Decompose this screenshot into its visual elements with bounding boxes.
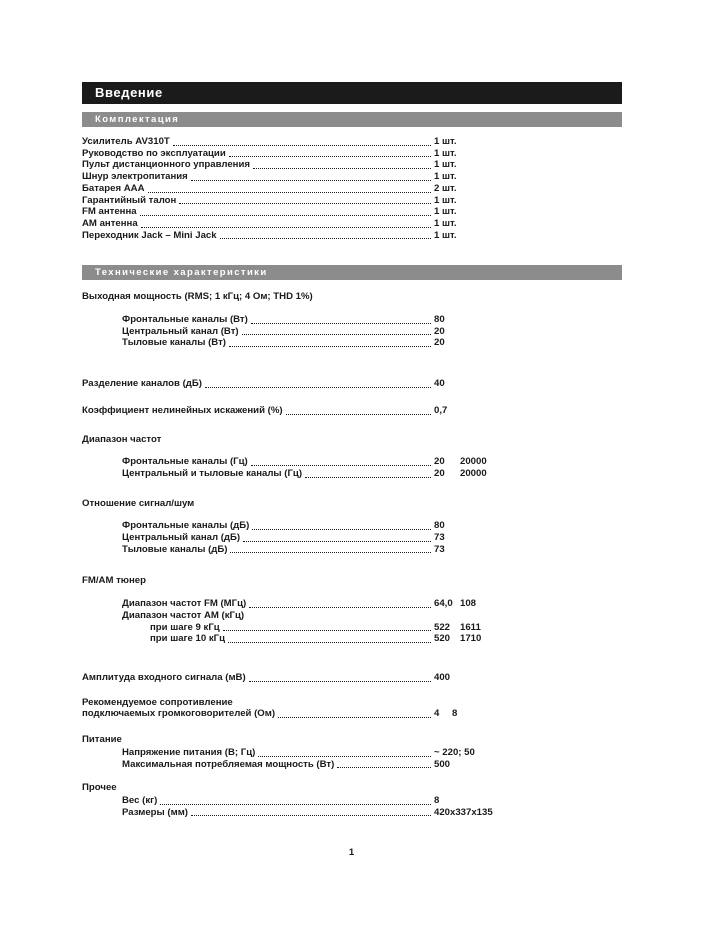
spec-value: 400: [434, 671, 451, 683]
dotted-leader: [140, 215, 431, 216]
spec-value-min: 20: [434, 456, 445, 468]
dotted-leader: [205, 387, 431, 388]
misc-rows: [82, 795, 622, 818]
spec-label: Разделение каналов (дБ): [82, 378, 202, 390]
spec-label: Напряжение питания (В; Гц): [122, 746, 256, 758]
spec-label: Фронтальные каналы (Вт): [122, 314, 248, 326]
dotted-leader: [251, 465, 431, 466]
spec-value-pair: [434, 468, 622, 480]
spec-value: 73: [434, 543, 445, 555]
dotted-leader: [251, 323, 431, 324]
power-supply-heading: Питание: [82, 734, 122, 746]
channel-separation-row: [82, 378, 622, 390]
tuner-rows: [82, 598, 622, 645]
am-step-row: [82, 633, 622, 645]
kit-item-row: [82, 195, 622, 207]
spec-row: [82, 326, 622, 338]
spec-label: Максимальная потребляемая мощность (Вт): [122, 758, 335, 770]
dotted-leader: [223, 630, 431, 631]
dotted-leader: [253, 168, 431, 169]
spec-label: Размеры (мм): [122, 806, 188, 818]
spec-value-pair: [434, 708, 622, 720]
spec-value-pair: [434, 598, 622, 610]
spec-value-max: 108: [460, 598, 477, 610]
spec-row: [82, 532, 622, 544]
spec-value-min: 520: [434, 633, 451, 645]
dotted-leader: [337, 767, 431, 768]
dotted-leader: [220, 238, 431, 239]
spec-row: [82, 456, 622, 468]
dotted-leader: [249, 607, 431, 608]
kit-list: [82, 136, 622, 241]
dotted-leader: [160, 804, 431, 805]
spec-label: Диапазон частот FM (МГц): [122, 598, 247, 610]
kit-item-row: [82, 136, 622, 148]
spec-row: [82, 337, 622, 349]
spec-value-min: 4: [434, 708, 440, 720]
page-content: [82, 82, 622, 818]
kit-item-row: [82, 230, 622, 242]
kit-item-label: FM антенна: [82, 206, 137, 218]
spec-row: [82, 807, 622, 819]
dotted-leader: [173, 145, 431, 146]
kit-item-qty: 1 шт.: [434, 206, 457, 218]
spec-value: 420x337x135: [434, 806, 493, 818]
specs-section-title: Технические характеристики: [95, 267, 268, 279]
chapter-header-bar: [82, 82, 622, 104]
kit-item-qty: 1 шт.: [434, 194, 457, 206]
spec-label: Фронтальные каналы (Гц): [122, 456, 248, 468]
spec-value: 80: [434, 520, 445, 532]
output-power-rows: [82, 314, 622, 349]
spec-value-max: 8: [452, 708, 458, 720]
kit-item-qty: 1 шт.: [434, 171, 457, 183]
spec-value: 80: [434, 314, 445, 326]
kit-item-label: Усилитель AV310T: [82, 136, 170, 147]
kit-section-bar: [82, 112, 622, 127]
dotted-leader: [191, 180, 431, 181]
spec-label: Вес (кг): [122, 794, 158, 806]
spec-value-pair: [434, 456, 622, 468]
spec-label: Тыловые каналы (дБ): [122, 543, 228, 555]
snr-rows: [82, 520, 622, 555]
dotted-leader: [258, 756, 431, 757]
kit-item-label: АМ антенна: [82, 217, 138, 229]
spec-value-pair: [434, 633, 622, 645]
spec-value: 40: [434, 378, 445, 390]
specs-section-bar: [82, 265, 622, 280]
spec-value: 8: [434, 794, 440, 806]
kit-item-qty: 2 шт.: [434, 182, 457, 194]
dotted-leader: [141, 227, 431, 228]
dotted-leader: [305, 477, 431, 478]
dotted-leader: [243, 541, 431, 542]
spec-value-min: 20: [434, 467, 445, 479]
tuner-heading: FM/АМ тюнер: [82, 575, 146, 587]
dotted-leader: [230, 552, 431, 553]
impedance-row: [82, 708, 622, 720]
spec-row: [82, 759, 622, 771]
kit-item-label: Руководство по эксплуатации: [82, 147, 226, 159]
spec-value: 500: [434, 758, 451, 770]
kit-item-row: [82, 148, 622, 160]
spec-value: 73: [434, 532, 445, 544]
dotted-leader: [148, 192, 431, 193]
kit-item-qty: 1 шт.: [434, 229, 457, 241]
spec-label: Фронтальные каналы (дБ): [122, 520, 250, 532]
freq-range-rows: [82, 456, 622, 479]
spec-label: при шаге 10 кГц: [150, 633, 226, 645]
spec-value-max: 1611: [460, 621, 481, 633]
spec-label: Коэффициент нелинейных искажений (%): [82, 404, 283, 416]
dotted-leader: [179, 203, 431, 204]
am-range-label: Диапазон частот АМ (кГц): [122, 609, 245, 621]
spec-row: [82, 795, 622, 807]
dotted-leader: [242, 334, 431, 335]
kit-item-row: [82, 159, 622, 171]
kit-item-row: [82, 206, 622, 218]
spec-row: [82, 520, 622, 532]
spec-value: ~ 220; 50: [434, 746, 475, 758]
spec-value: 0,7: [434, 404, 448, 416]
dotted-leader: [191, 815, 431, 816]
spec-label: Центральный канал (Вт): [122, 325, 239, 337]
dotted-leader: [249, 681, 431, 682]
snr-heading: Отношение сигнал/шум: [82, 497, 195, 509]
kit-item-qty: 1 шт.: [434, 147, 457, 159]
kit-item-label: Шнур электропитания: [82, 171, 188, 183]
kit-item-qty: 1 шт.: [434, 159, 457, 171]
spec-value: 20: [434, 337, 445, 349]
power-supply-rows: [82, 747, 622, 770]
spec-row: [82, 314, 622, 326]
page-number: 1: [348, 847, 355, 858]
kit-section-title: Комплектация: [95, 114, 180, 125]
kit-item-label: Батарея ААА: [82, 182, 145, 194]
dotted-leader: [229, 346, 431, 347]
impedance-label-line2: подключаемых громкоговорителей (Ом): [82, 708, 276, 720]
dotted-leader: [286, 414, 431, 415]
kit-item-row: [82, 218, 622, 230]
freq-range-heading: Диапазон частот: [82, 433, 162, 445]
impedance-label-line1: Рекомендуемое сопротивление: [82, 696, 233, 708]
dotted-leader: [229, 156, 431, 157]
spec-label: при шаге 9 кГц: [150, 621, 220, 633]
spec-label: Тыловые каналы (Вт): [122, 337, 226, 349]
kit-item-label: Переходник Jack – Mini Jack: [82, 229, 217, 241]
dotted-leader: [228, 642, 431, 643]
spec-label: Амплитуда входного сигнала (мВ): [82, 671, 246, 683]
output-power-heading: Выходная мощность (RMS; 1 кГц; 4 Ом; THD 1%): [82, 291, 313, 303]
spec-value-min: 64,0: [434, 598, 453, 610]
spec-value-pair: [434, 622, 622, 634]
kit-item-label: Гарантийный талон: [82, 194, 177, 206]
spec-row: [82, 747, 622, 759]
spec-value: 20: [434, 325, 445, 337]
am-step-row: [82, 622, 622, 634]
kit-item-row: [82, 183, 622, 195]
dotted-leader: [278, 717, 431, 718]
input-signal-row: [82, 672, 622, 684]
impedance-block: [82, 697, 622, 720]
dotted-leader: [252, 529, 431, 530]
spec-value-max: 1710: [460, 633, 482, 645]
spec-value-min: 522: [434, 621, 451, 633]
spec-row: [82, 468, 622, 480]
spec-label: Центральный канал (дБ): [122, 532, 241, 544]
kit-item-qty: 1 шт.: [434, 136, 457, 147]
fm-range-row: [82, 598, 622, 610]
spec-value-max: 20000: [460, 456, 487, 468]
spec-label: Центральный и тыловые каналы (Гц): [122, 467, 303, 479]
kit-item-qty: 1 шт.: [434, 217, 457, 229]
chapter-title: Введение: [95, 85, 163, 100]
kit-item-label: Пульт дистанционного управления: [82, 159, 250, 171]
spec-row: [82, 544, 622, 556]
spec-value-max: 20000: [460, 467, 487, 479]
thd-row: [82, 405, 622, 417]
misc-heading: Прочее: [82, 782, 117, 794]
kit-item-row: [82, 171, 622, 183]
